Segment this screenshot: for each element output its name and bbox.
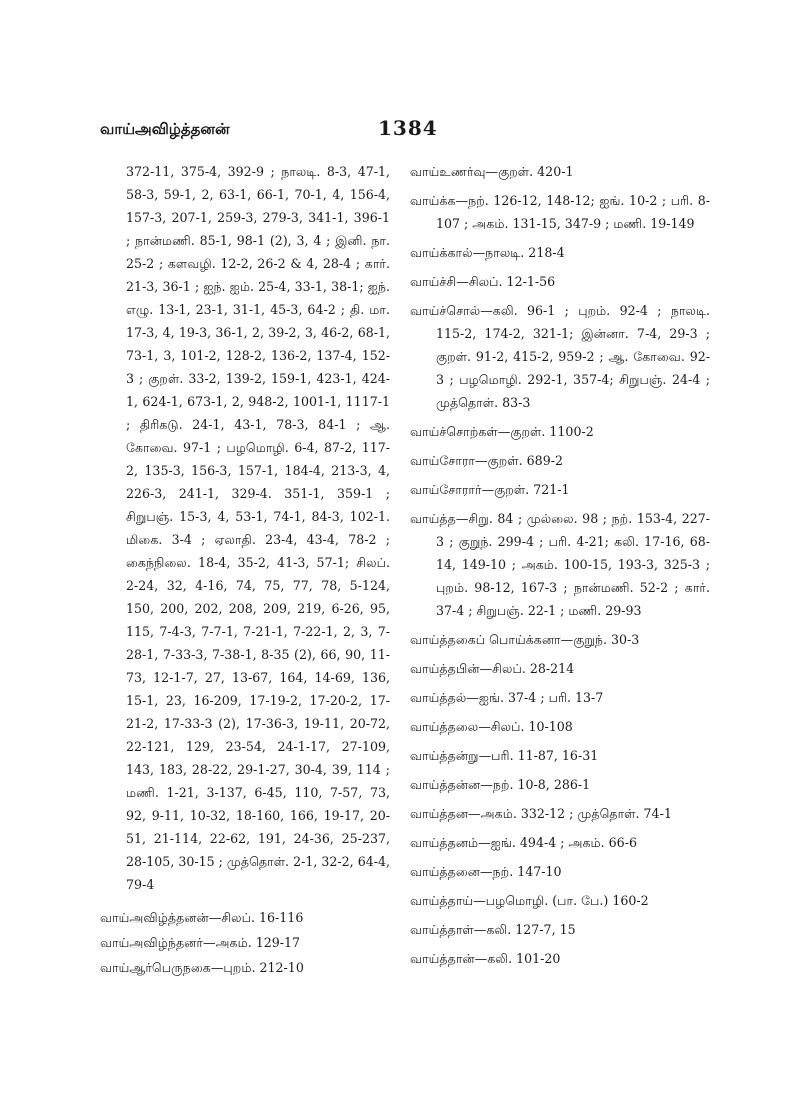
- index-entry: வாய்சோரார்—குறள். 721-1: [410, 482, 570, 497]
- index-entry: வாய்ச்சொல்—கலி. 96-1 ; புறம். 92-4 ; நாலடி. 115-2, 174-2, 321-1; இன்னா. 7-4, 29-3 ; குறள். 91-2, 415-2, 959-2 ; ஆ. கோவை. 92-3 ; பழமொழி. 292-1, 357-4; சிறுபஞ். 24-4 ; முத்தொள். 83-3: [410, 303, 710, 410]
- index-entry: வாய்ச்சொற்கள்—குறள். 1100-2: [410, 424, 594, 439]
- index-entry: வாய்த்தாள்—கலி. 127-7, 15: [410, 922, 576, 937]
- index-entry: வாய்த்தாய்—பழமொழி. (பா. பே.) 160-2: [410, 893, 649, 908]
- continuation-entry: 372-11, 375-4, 392-9 ; நாலடி. 8-3, 47-1, 58-3, 59-1, 2, 63-1, 66-1, 70-1, 4, 156-4, 157-3, 207-1, 259-3, 279-3, 341-1, 396-1 ; நான்மணி. 85-1, 98-1 (2), 3, 4 ; இனி. நா. 25-2 ; களவழி. 12-2, 26-2 & 4, 28-4 ; கார். 21-3, 36-1 ; ஐந். ஐம். 25-4, 33-1, 38-1; ஐந். எழு. 13-1, 23-1, 31-1, 45-3, 64-2 ; தி. மா. 17-3, 4, 19-3, 36-1, 2, 39-2, 3, 46-2, 68-1, 73-1, 3, 101-2, 128-2, 136-2, 137-4, 152-3 ; குறள். 33-2, 139-2, 159-1, 423-1, 424-1, 624-1, 673-1, 2, 948-2, 1001-1, 1117-1 ; திரிகடு. 24-1, 43-1, 78-3, 84-1 ; ஆ. கோவை. 97-1 ; பழமொழி. 6-4, 87-2, 117-2, 135-3, 156-3, 157-1, 184-4, 213-3, 4, 226-3, 241-1, 329-4. 351-1, 359-1 ; சிறுபஞ். 15-3, 4, 53-1, 74-1, 84-3, 102-1. மிகை. 3-4 ; ஏலாதி. 23-4, 43-4, 78-2 ; கைந்நிலை. 18-4, 35-2, 41-3, 57-1; சிலப். 2-24, 32, 4-16, 74, 75, 77, 78, 5-124, 150, 200, 202, 208, 209, 219, 6-26, 95, 115, 7-4-3, 7-7-1, 7-21-1, 7-22-1, 2, 3, 7-28-1, 7-33-3, 7-38-1, 8-35 (2), 66, 90, 11-73, 12-1-7, 27, 13-67, 164, 14-69, 136, 15-1, 23, 16-209, 17-19-2, 17-20-2, 17-21-2, 17-33-3 (2), 17-36-3, 19-11, 20-72, 22-121, 129, 23-54, 24-1-17, 27-109, 143, 183, 28-22, 29-1-27, 30-4, 39, 114 ; மணி. 1-21, 3-137, 6-45, 110, 7-57, 73, 92, 9-11, 10-32, 18-160, 166, 19-17, 20-51, 21-114, 22-62, 191, 24-36, 25-237, 28-105, 30-15 ; முத்தொள். 2-1, 32-2, 64-4, 79-4: [126, 164, 390, 892]
- index-entry: வாய்த்தன்று—பரி. 11-87, 16-31: [410, 748, 599, 763]
- index-entry: வாய்த்தன்ன—நற். 10-8, 286-1: [410, 777, 591, 792]
- index-entry: வாய்அவிழ்த்தனன்—சிலப். 16-116: [100, 910, 304, 925]
- page-number: 1384: [378, 116, 438, 140]
- index-entry: வாய்த்தனம்—ஐங். 494-4 ; அகம். 66-6: [410, 835, 637, 850]
- index-entry: வாய்த்தகைப் பொய்க்கனா—குறுந். 30-3: [410, 632, 640, 647]
- index-entry: வாய்த்தலை—சிலப். 10-108: [410, 719, 573, 734]
- running-head-word: வாய்அவிழ்த்தனன்: [100, 120, 230, 138]
- index-entry: வாய்த்த—சிறு. 84 ; முல்லை. 98 ; நற். 153-4, 227-3 ; குறுந். 299-4 ; பரி. 4-21; கலி. 17-16, 68-14, 149-10 ; அகம். 100-15, 193-3, 325-3 ; புறம். 98-12, 167-3 ; நான்மணி. 52-2 ; கார். 37-4 ; சிறுபஞ். 22-1 ; மணி. 29-93: [410, 511, 710, 618]
- entry-gap: [100, 898, 390, 906]
- index-entry: வாய்த்தனை—நற். 147-10: [410, 864, 562, 879]
- running-head: [100, 116, 700, 150]
- index-entry: வாய்க்க—நற். 126-12, 148-12; ஐங். 10-2 ; பரி. 8-107 ; அகம். 131-15, 347-9 ; மணி. 19-149: [410, 193, 710, 231]
- index-entry: வாய்அவிழ்ந்தனர்—அகம். 129-17: [100, 935, 301, 950]
- index-entry: வாய்த்தல்—ஐங். 37-4 ; பரி. 13-7: [410, 690, 604, 705]
- right-column: [410, 160, 710, 976]
- index-entry: வாய்சோரா—குறள். 689-2: [410, 453, 563, 468]
- index-entry: வாய்ச்சி—சிலப். 12-1-56: [410, 274, 556, 289]
- index-entry: வாய்த்தபின்—சிலப். 28-214: [410, 661, 575, 676]
- index-entry: வாய்க்கால்—நாலடி. 218-4: [410, 245, 565, 260]
- index-entry: வாய்உணர்வு—குறள். 420-1: [410, 164, 574, 179]
- index-entry: வாய்த்தான்—கலி. 101-20: [410, 951, 561, 966]
- left-column: [100, 160, 390, 981]
- index-entry: வாய்த்தன—அகம். 332-12 ; முத்தொள். 74-1: [410, 806, 672, 821]
- index-entry: வாய்ஆர்பெருநகை—புறம். 212-10: [100, 960, 304, 975]
